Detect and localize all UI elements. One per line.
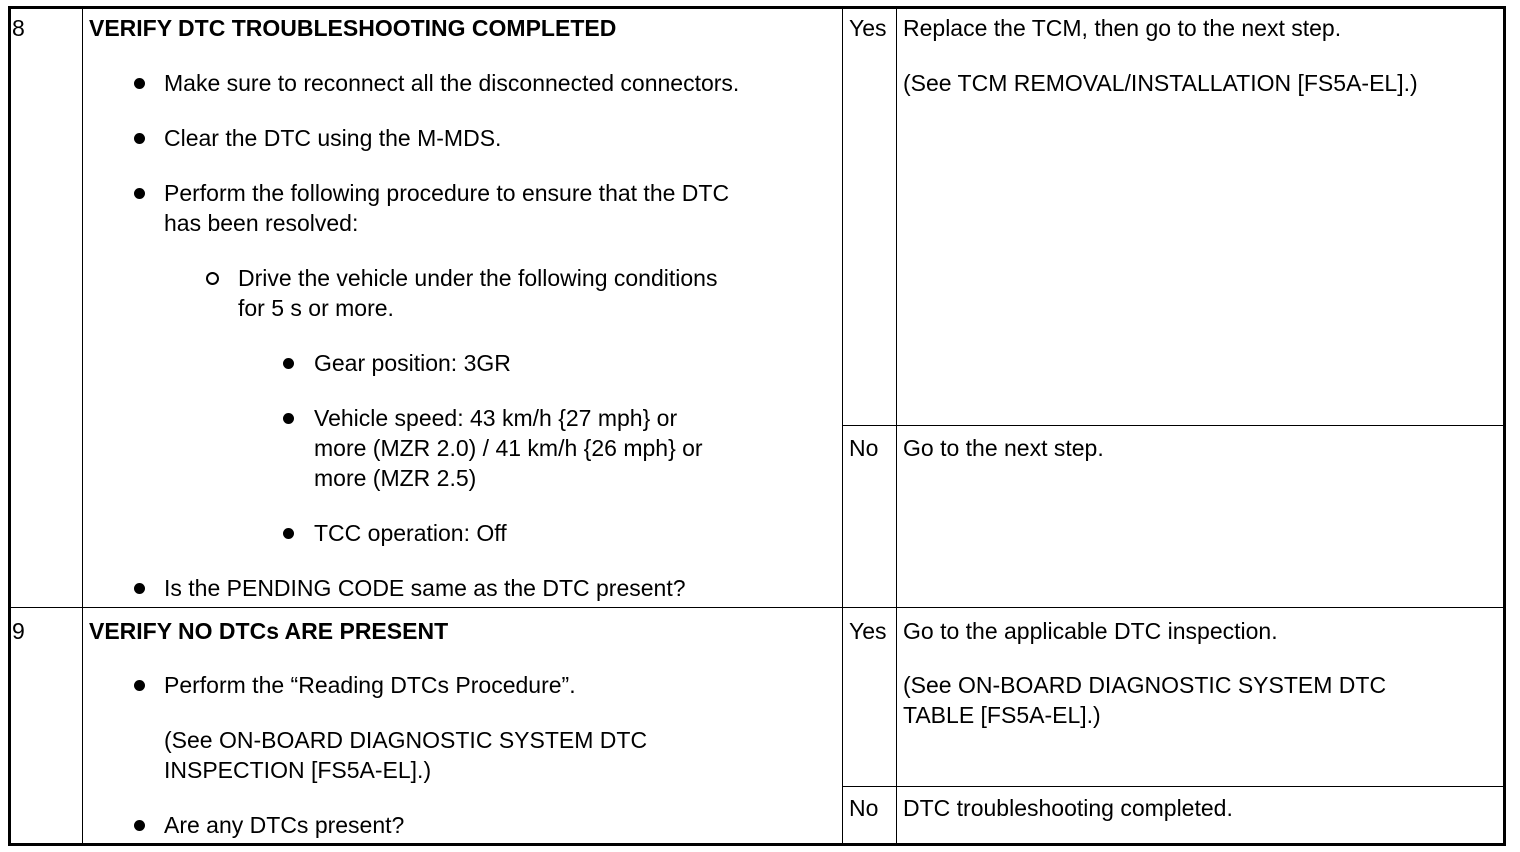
yes-reference: (See ON-BOARD DIAGNOSTIC SYSTEM DTC: [903, 672, 1387, 698]
bullet-icon: [134, 133, 145, 144]
sub-instruction: for 5 s or more.: [238, 295, 394, 321]
answer-divider: [843, 425, 1504, 426]
instruction: Perform the “Reading DTCs Procedure”.: [164, 672, 576, 698]
bullet-icon: [283, 528, 294, 539]
bullet-icon: [134, 820, 145, 831]
condition: Vehicle speed: 43 km/h {27 mph} or: [314, 405, 678, 431]
bullet-icon: [134, 583, 145, 594]
bullet-icon: [283, 358, 294, 369]
sub-bullet-icon: [206, 272, 219, 285]
condition: TCC operation: Off: [314, 520, 507, 546]
column-divider: [896, 8, 897, 844]
step-number: 8: [12, 15, 25, 41]
instruction: has been resolved:: [164, 210, 359, 236]
condition: more (MZR 2.5): [314, 465, 477, 491]
instruction: Is the PENDING CODE same as the DTC present?: [164, 575, 686, 601]
instruction: Make sure to reconnect all the disconnected connectors.: [164, 70, 740, 96]
bullet-icon: [134, 188, 145, 199]
yes-reference: TABLE [FS5A-EL].): [903, 702, 1101, 728]
yes-label: Yes: [849, 618, 887, 644]
no-label: No: [849, 795, 879, 821]
yes-label: Yes: [849, 15, 887, 41]
condition: more (MZR 2.0) / 41 km/h {26 mph} or: [314, 435, 703, 461]
instruction: Are any DTCs present?: [164, 812, 405, 838]
yes-reference: (See TCM REMOVAL/INSTALLATION [FS5A-EL].): [903, 70, 1418, 96]
instruction-reference: INSPECTION [FS5A-EL].): [164, 757, 432, 783]
step-number: 9: [12, 618, 25, 644]
instruction-reference: (See ON-BOARD DIAGNOSTIC SYSTEM DTC: [164, 727, 648, 753]
no-label: No: [849, 435, 879, 461]
bullet-icon: [134, 78, 145, 89]
step-title: VERIFY NO DTCs ARE PRESENT: [89, 618, 449, 644]
answer-divider: [843, 786, 1504, 787]
no-action: Go to the next step.: [903, 435, 1104, 461]
instruction: Clear the DTC using the M-MDS.: [164, 125, 502, 151]
condition: Gear position: 3GR: [314, 350, 511, 376]
row-divider: [10, 607, 1504, 608]
yes-action: Go to the applicable DTC inspection.: [903, 618, 1278, 644]
no-action: DTC troubleshooting completed.: [903, 795, 1233, 821]
sub-instruction: Drive the vehicle under the following conditions: [238, 265, 718, 291]
bullet-icon: [134, 680, 145, 691]
column-divider: [842, 8, 843, 844]
bullet-icon: [283, 413, 294, 424]
yes-action: Replace the TCM, then go to the next step.: [903, 15, 1342, 41]
step-title: VERIFY DTC TROUBLESHOOTING COMPLETED: [89, 15, 617, 41]
column-divider: [82, 8, 83, 844]
instruction: Perform the following procedure to ensure that the DTC: [164, 180, 730, 206]
